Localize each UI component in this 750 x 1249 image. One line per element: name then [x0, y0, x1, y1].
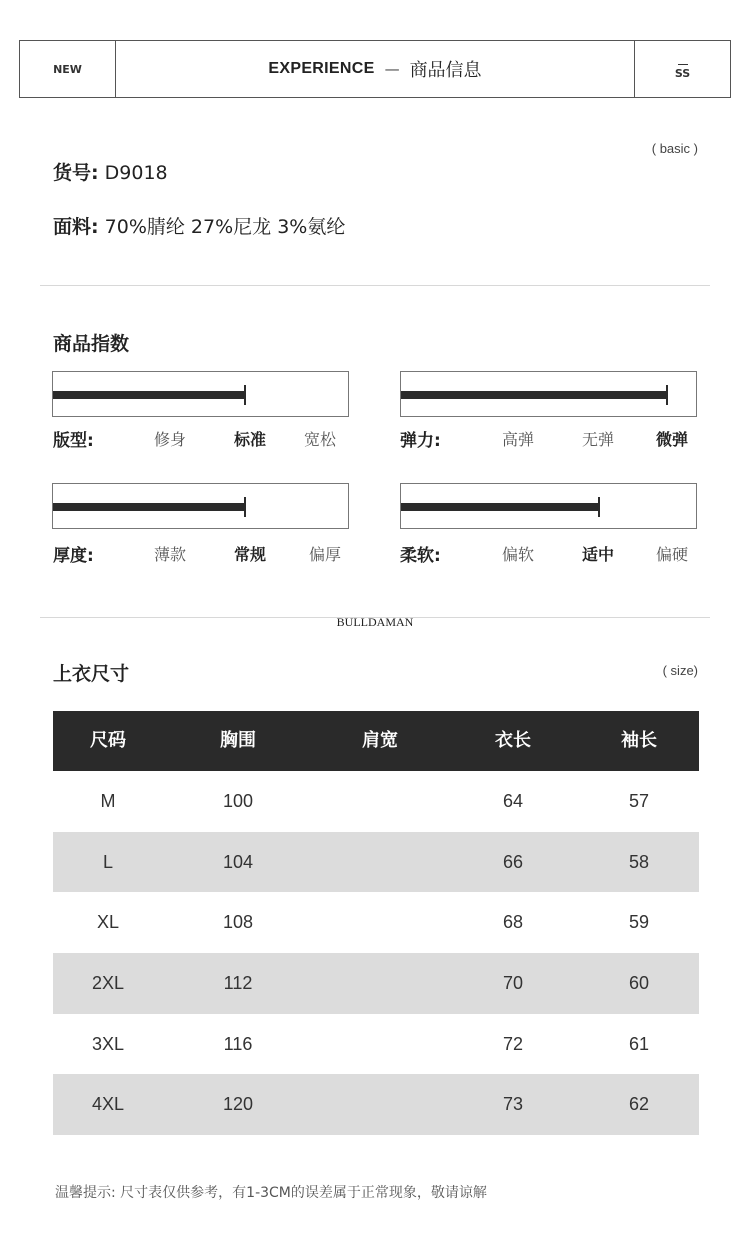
- cell-length: 72: [502, 1033, 524, 1054]
- sku-row: [53, 158, 168, 185]
- header-length: 衣长: [495, 730, 531, 751]
- title-cn: 商品信息: [409, 60, 482, 81]
- thickness-option-0: 薄款: [154, 545, 187, 564]
- fit-label: 版型:: [53, 431, 94, 451]
- table-row: [53, 832, 699, 893]
- cell-length: 73: [502, 1094, 524, 1115]
- brand-watermark: BULLDAMAN: [336, 615, 414, 629]
- softness-option-0: 偏软: [502, 545, 535, 564]
- cell-size: XL: [96, 912, 120, 933]
- cell-chest: 108: [222, 912, 254, 933]
- table-row: [53, 892, 699, 953]
- table-header: [53, 711, 699, 771]
- cell-sleeve: 60: [628, 973, 650, 994]
- header-size: 尺码: [90, 730, 126, 751]
- cell-size: 2XL: [91, 973, 125, 994]
- fabric-row: [53, 212, 345, 239]
- sku-value: D9018: [104, 162, 168, 184]
- cell-sleeve: 58: [628, 851, 650, 872]
- fit-meter-fill: [53, 391, 245, 399]
- thickness-meter-tick: [244, 497, 246, 517]
- cell-chest: 116: [223, 1033, 253, 1054]
- ss-text: SS: [674, 66, 691, 80]
- cell-length: 66: [502, 851, 524, 872]
- size-note: 温馨提示: 尺寸表仅供参考，有1-3CM的误差属于正常现象，敬请谅解: [55, 1185, 487, 1201]
- softness-option-2: 偏硬: [656, 545, 689, 564]
- fabric-key: 面料:: [53, 216, 99, 238]
- size-title: 上衣尺寸: [53, 663, 130, 685]
- header-bar: [19, 40, 731, 98]
- fit-option-0: 修身: [154, 430, 187, 449]
- cell-length: 68: [502, 912, 524, 933]
- sku-key: 货号:: [53, 162, 99, 184]
- thickness-option-1: 常规: [234, 545, 267, 564]
- ss-bar-icon: [678, 64, 688, 65]
- fit-meter-tick: [244, 385, 246, 405]
- header-shoulder: 肩宽: [362, 730, 398, 751]
- stretch-label: 弹力:: [400, 431, 441, 451]
- thickness-option-2: 偏厚: [309, 545, 342, 564]
- cell-length: 64: [502, 791, 524, 811]
- cell-sleeve: 59: [628, 912, 650, 933]
- size-table: [53, 711, 699, 1135]
- stretch-option-1: 无弹: [582, 430, 615, 449]
- table-row: [53, 1014, 699, 1075]
- fabric-value: 70%腈纶 27%尼龙 3%氨纶: [104, 216, 346, 238]
- fit-option-2: 宽松: [304, 430, 337, 449]
- stretch-meter-tick: [666, 385, 668, 405]
- cell-chest: 120: [222, 1094, 254, 1115]
- table-row: [53, 953, 699, 1014]
- stretch-meter-fill: [401, 391, 667, 399]
- cell-chest: 104: [222, 851, 254, 872]
- softness-meter: [400, 483, 697, 529]
- stretch-meter: [400, 371, 697, 417]
- cell-size: 4XL: [91, 1094, 125, 1115]
- stretch-option-2: 微弹: [656, 430, 689, 449]
- softness-meter-fill: [401, 503, 599, 511]
- cell-sleeve: 61: [628, 1033, 650, 1054]
- title-dash: —: [384, 60, 400, 78]
- cell-size: L: [102, 851, 114, 872]
- cell-length: 70: [502, 973, 524, 994]
- cell-sleeve: 62: [628, 1094, 650, 1115]
- table-row: [53, 1074, 699, 1135]
- index-title: 商品指数: [53, 333, 130, 355]
- cell-chest: 100: [222, 791, 254, 811]
- softness-meter-tick: [598, 497, 600, 517]
- softness-option-1: 适中: [582, 545, 615, 564]
- thickness-label: 厚度:: [53, 546, 94, 566]
- basic-label: ( basic ): [651, 141, 698, 156]
- divider: [40, 285, 710, 286]
- header-chest: 胸围: [220, 730, 256, 751]
- table-row: [53, 771, 699, 832]
- fit-meter: [52, 371, 349, 417]
- cell-sleeve: 57: [628, 791, 650, 811]
- cell-chest: 112: [223, 973, 253, 994]
- ss-label: [634, 41, 730, 97]
- thickness-meter: [52, 483, 349, 529]
- softness-label: 柔软:: [400, 546, 441, 566]
- size-en-label: ( size): [662, 663, 698, 678]
- header-title: [116, 41, 634, 97]
- cell-size: 3XL: [91, 1033, 125, 1054]
- stretch-option-0: 高弹: [502, 430, 535, 449]
- thickness-meter-fill: [53, 503, 245, 511]
- experience-text: EXPERIENCE: [268, 60, 375, 77]
- cell-size: M: [100, 791, 116, 811]
- new-label: NEW: [20, 41, 116, 97]
- fit-option-1: 标准: [234, 430, 267, 449]
- header-sleeve: 袖长: [621, 730, 657, 751]
